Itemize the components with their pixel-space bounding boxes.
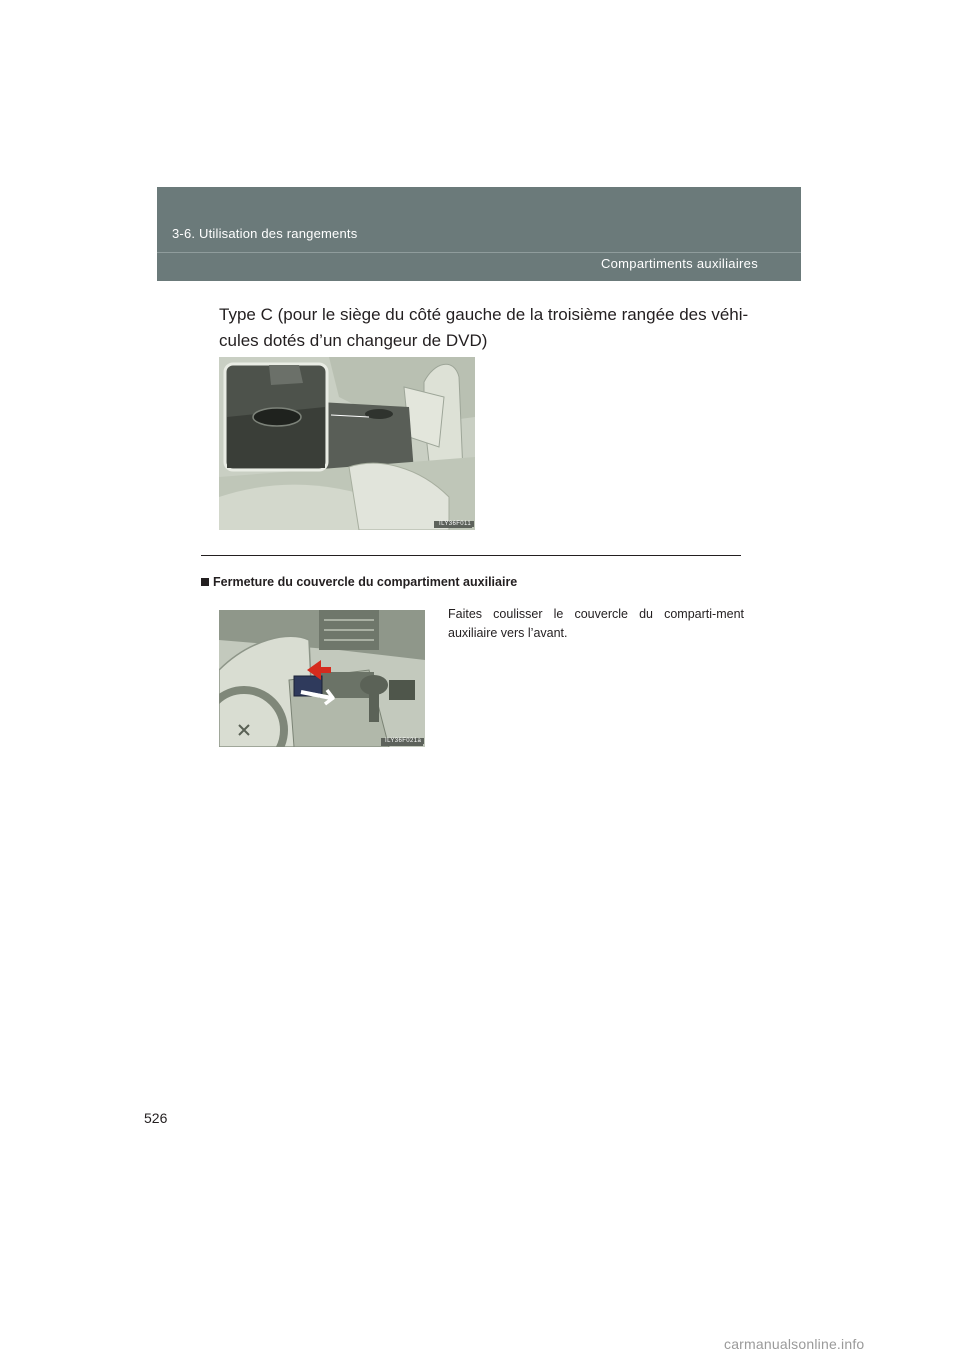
topic-heading — [201, 575, 517, 589]
figure-third-row-compartment — [219, 357, 475, 530]
section-divider — [201, 555, 741, 556]
square-bullet-icon — [201, 578, 209, 586]
instruction-text: Faites coulisser le couvercle du comparti-ment auxiliaire vers l’avant. — [448, 607, 744, 640]
topic-heading-text: Fermeture du couvercle du compartiment auxiliaire — [213, 575, 518, 589]
figure-console-compartment — [219, 610, 425, 747]
figure-code-1: ILY36F011 — [436, 521, 474, 527]
type-heading: Type C (pour le siège du côté gauche de la troisième rangée des véhi-cules dotés d’un changeur de DVD) — [219, 305, 749, 350]
console-compartment-illustration — [219, 610, 425, 747]
third-row-compartment-illustration — [219, 357, 475, 530]
figure-code-2: ILY36F021a — [382, 738, 424, 744]
watermark-link[interactable]: carmanualsonline.info — [724, 1336, 865, 1352]
section-title: 3-6. Utilisation des rangements — [172, 226, 358, 241]
header-divider — [157, 252, 801, 253]
subsection-title: Compartiments auxiliaires — [600, 256, 758, 271]
page-number: 526 — [144, 1110, 168, 1126]
